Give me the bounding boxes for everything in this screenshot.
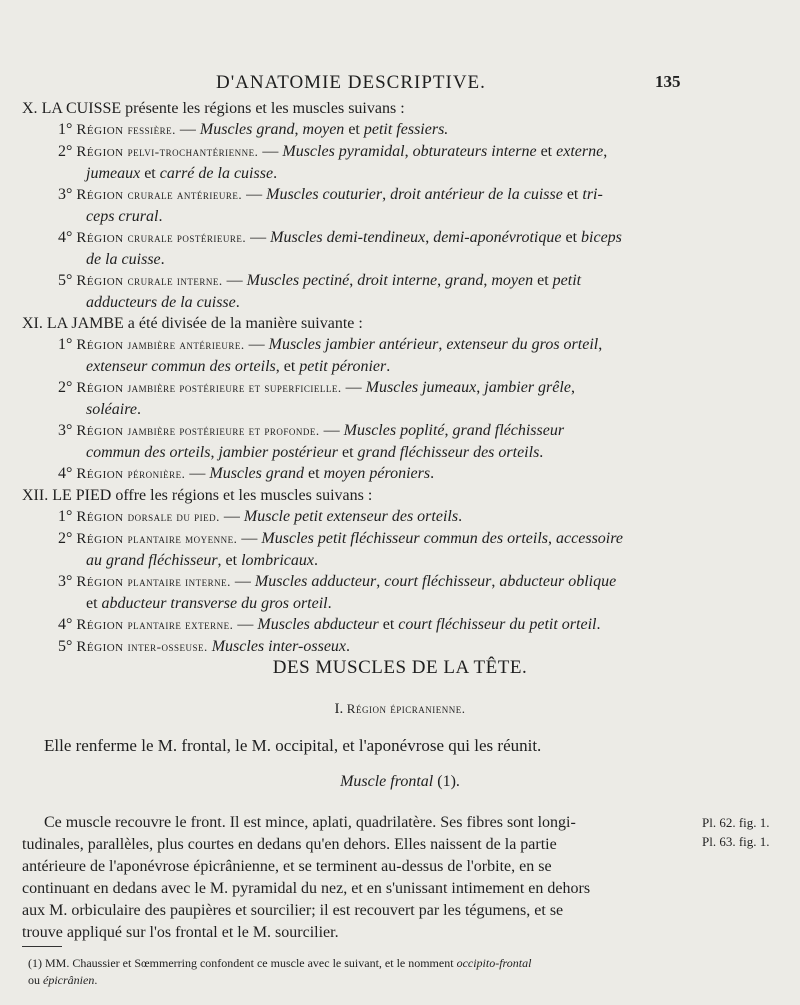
- footnote: [28, 955, 698, 989]
- region-number: 2°: [58, 143, 73, 160]
- region-word: Région: [76, 187, 124, 203]
- region-entry-line: [22, 442, 702, 463]
- muscle-term: extenseur du gros orteil: [446, 336, 599, 353]
- entry-text: .: [136, 401, 141, 418]
- region-heading: [0, 701, 800, 718]
- muscle-term: droit antérieur de la cuisse: [390, 186, 563, 203]
- muscle-term: moyen: [491, 272, 534, 289]
- region-number: 2°: [58, 379, 73, 396]
- footnote-term: occipito-frontal: [456, 956, 532, 970]
- chapter-heading: DES MUSCLES DE LA TÊTE.: [272, 657, 528, 678]
- section-heading: [22, 98, 702, 119]
- muscle-term: Muscles pectiné: [246, 272, 350, 289]
- muscle-term: petit: [552, 272, 582, 289]
- muscle-term: Muscle petit extenseur des orteils: [243, 508, 459, 525]
- entry-text: —: [341, 379, 366, 396]
- region-entry-line: [22, 506, 702, 528]
- section-numeral: XII.: [22, 487, 49, 504]
- entry-text: —: [175, 121, 200, 138]
- entry-text: ,: [476, 379, 485, 396]
- region-name: crurale interne.: [127, 273, 223, 288]
- muscle-term: moyen: [302, 121, 345, 138]
- region-entry-line: [22, 420, 702, 442]
- entry-text: , et: [217, 552, 242, 569]
- muscle-term: grand fléchisseur des orteils: [357, 444, 540, 461]
- region-name: fessière.: [127, 122, 176, 137]
- entry-text: —: [319, 422, 344, 439]
- region-number: 1°: [58, 121, 73, 138]
- region-entry-line: [22, 163, 702, 184]
- entry-text: et: [561, 229, 582, 246]
- entry-text: —: [222, 272, 247, 289]
- section-intro: offre les régions et les muscles suivans :: [111, 487, 373, 504]
- entry-text: , et: [275, 358, 300, 375]
- entry-text: et: [140, 165, 160, 182]
- region-name: jambière postérieure et superficielle.: [127, 380, 342, 395]
- region-word: Région: [76, 380, 124, 396]
- entry-text: —: [244, 336, 269, 353]
- entry-text: .: [327, 595, 332, 612]
- muscle-term: Muscles grand: [209, 465, 305, 482]
- muscle-term: droit interne: [357, 272, 438, 289]
- region-entry-line: [22, 270, 702, 292]
- footnote-text: ou: [28, 973, 43, 987]
- entry-text: .: [273, 165, 278, 182]
- region-word: Région: [76, 531, 124, 547]
- entry-text: et: [304, 465, 324, 482]
- muscle-term: abducteur oblique: [499, 573, 617, 590]
- muscle-term: petit fessiers.: [363, 121, 449, 138]
- region-name: pelvi-trochantérienne.: [127, 144, 259, 159]
- region-number: 4°: [58, 465, 73, 482]
- region-entry-line: [22, 377, 702, 399]
- region-entry-line: [22, 571, 702, 593]
- region-number: 4°: [58, 229, 73, 246]
- muscle-term: Muscles abducteur: [257, 616, 379, 633]
- paragraph-line: aux M. orbiculaire des paupières et sourcilier; il est recouvert par les tégumens, et se: [22, 902, 564, 919]
- entry-text: —: [237, 530, 262, 547]
- entry-text: ,: [376, 573, 385, 590]
- paragraph-line: Ce muscle recouvre le front. Il est mince, aplati, quadrilatère. Ses fibres sont longi-: [44, 814, 576, 831]
- entry-text: et: [533, 272, 553, 289]
- muscle-term: adducteurs de la cuisse: [86, 294, 236, 311]
- region-name: plantaire moyenne.: [127, 531, 238, 546]
- entry-text: —: [246, 229, 271, 246]
- muscle-term: grand fléchisseur: [452, 422, 565, 439]
- muscle-term: Muscles jambier antérieur: [268, 336, 439, 353]
- muscle-term: jumeaux: [86, 165, 141, 182]
- muscle-term: jambier grêle: [484, 379, 571, 396]
- plate-reference: Pl. 63. fig. 1.: [702, 834, 770, 849]
- footnote-line: [28, 955, 698, 972]
- entry-text: ,: [570, 379, 575, 396]
- muscle-term: ceps crural: [86, 208, 159, 225]
- entry-text: ,: [438, 336, 447, 353]
- muscle-term: obturateurs interne: [412, 143, 537, 160]
- muscle-term: moyen péroniers: [323, 465, 431, 482]
- region-word: Région: [76, 337, 124, 353]
- paragraph-line: continuant en dedans avec le M. pyramidal du nez, et en s'unissant intimement en dehors: [22, 880, 591, 897]
- entry-text: .: [386, 358, 391, 375]
- entry-text: ,: [382, 186, 391, 203]
- running-title: D'ANATOMIE DESCRIPTIVE.: [216, 72, 486, 93]
- entry-text: ,: [491, 573, 500, 590]
- region-entry-line: [22, 184, 702, 206]
- entry-text: —: [242, 186, 267, 203]
- region-entry-line: [22, 463, 702, 485]
- paragraph-line: antérieure de l'aponévrose épicrânienne, et se terminent au-dessus de l'orbite, en se: [22, 858, 552, 875]
- region-number: 1°: [58, 508, 73, 525]
- entry-text: ,: [294, 121, 303, 138]
- entry-text: .: [346, 638, 351, 655]
- region-number: 3°: [58, 186, 73, 203]
- section-subject: LE PIED: [52, 487, 112, 504]
- region-word: Région: [76, 466, 124, 482]
- entry-text: et: [562, 186, 583, 203]
- footnote-ref: (1).: [437, 773, 460, 790]
- region-word: Région: [76, 639, 124, 655]
- muscle-term: accessoire: [556, 530, 623, 547]
- muscle-term: Muscles poplité: [343, 422, 445, 439]
- entry-text: ,: [404, 143, 413, 160]
- region-number: 3°: [58, 422, 73, 439]
- region-name: péronière.: [127, 466, 186, 481]
- entry-text: —: [258, 143, 283, 160]
- region-name: jambière antérieure.: [127, 337, 245, 352]
- page-number: 135: [655, 72, 681, 91]
- footnote-text: (1) MM. Chaussier et Sœmmerring confondent ce muscle avec le suivant, et le nomment: [28, 956, 457, 970]
- entry-text: ,: [349, 272, 358, 289]
- footnote-text: .: [94, 973, 98, 987]
- muscle-term: tri-: [582, 186, 603, 203]
- section-intro: présente les régions et les muscles suivans :: [121, 100, 405, 117]
- region-entry-line: [22, 206, 702, 227]
- region-number: 4°: [58, 616, 73, 633]
- region-word: Région: [76, 144, 124, 160]
- section-subject: LA JAMBE: [46, 315, 124, 332]
- entry-text: —: [233, 616, 258, 633]
- muscle-term: demi-aponévrotique: [433, 229, 562, 246]
- entry-text: et: [344, 121, 364, 138]
- region-entry-line: [22, 550, 702, 571]
- region-word: Région: [76, 230, 124, 246]
- muscle-term: petit péronier: [299, 358, 387, 375]
- muscle-term: extenseur commun des orteils: [86, 358, 276, 375]
- muscle-term: court fléchisseur du petit orteil: [398, 616, 597, 633]
- muscle-term: Muscles pyramidal: [282, 143, 405, 160]
- muscle-term: Muscles petit fléchisseur commun des orteils: [261, 530, 549, 547]
- region-name: inter-osseuse.: [127, 639, 208, 654]
- entry-text: et: [536, 143, 557, 160]
- muscle-title: [0, 773, 800, 791]
- muscle-term: Muscles demi-tendineux: [270, 229, 426, 246]
- entry-text: ,: [598, 336, 603, 353]
- section-subject: LA CUISSE: [41, 100, 122, 117]
- region-name: crurale antérieure.: [127, 187, 243, 202]
- region-number: 2°: [58, 530, 73, 547]
- region-intro: Elle renferme le M. frontal, le M. occipital, et l'aponévrose qui les réunit.: [44, 736, 542, 755]
- page-header: [0, 72, 800, 94]
- region-entry-line: [22, 356, 702, 377]
- section-numeral: XI.: [22, 315, 43, 332]
- region-entry-line: [22, 334, 702, 356]
- region-entry-line: [22, 636, 702, 658]
- region-word: Région: [76, 574, 124, 590]
- muscle-term: de la cuisse: [86, 251, 161, 268]
- footnote-line: [28, 972, 698, 989]
- muscle-term: court fléchisseur: [384, 573, 492, 590]
- plate-reference: Pl. 62. fig. 1.: [702, 815, 770, 830]
- entry-text: —: [219, 508, 244, 525]
- entry-text: —: [230, 573, 255, 590]
- section-intro: a été divisée de la manière suivante :: [123, 315, 363, 332]
- region-entry-line: [22, 292, 702, 313]
- region-entry-line: [22, 614, 702, 636]
- region-word: Région: [76, 273, 124, 289]
- region-number: 5°: [58, 638, 73, 655]
- muscle-term: Muscles jumeaux: [365, 379, 477, 396]
- muscle-term: au grand fléchisseur: [86, 552, 218, 569]
- muscle-term: carré de la cuisse: [159, 165, 274, 182]
- paragraph-line: tudinales, parallèles, plus courtes en dedans qu'en dehors. Elles naissent de la partie: [22, 836, 557, 853]
- entry-text: ,: [425, 229, 434, 246]
- muscle-term: abducteur transverse du gros orteil: [101, 595, 328, 612]
- muscle-term: jambier postérieur: [218, 444, 338, 461]
- muscle-term: soléaire: [86, 401, 137, 418]
- muscle-term: biceps: [581, 229, 622, 246]
- paragraph-line: trouve appliqué sur l'os frontal et le M. sourcilier.: [22, 924, 339, 941]
- entry-text: ,: [210, 444, 219, 461]
- muscle-term: Muscles adducteur: [254, 573, 377, 590]
- region-word: Région: [76, 423, 124, 439]
- region-number: 1°: [58, 336, 73, 353]
- region-word: Région: [76, 122, 124, 138]
- region-name: crurale postérieure.: [127, 230, 247, 245]
- region-name: jambière postérieure et profonde.: [127, 423, 320, 438]
- muscle-term: Muscles grand: [199, 121, 295, 138]
- entry-text: et: [337, 444, 358, 461]
- region-entry-line: [22, 399, 702, 420]
- region-entry-line: [22, 119, 702, 141]
- section-numeral: X.: [22, 100, 38, 117]
- region-entry-line: [22, 141, 702, 163]
- footnote-term: épicrânien: [43, 973, 95, 987]
- region-number: 3°: [58, 573, 73, 590]
- muscle-term: externe: [556, 143, 604, 160]
- region-entry-line: [22, 249, 702, 270]
- muscle-description: [22, 812, 692, 944]
- muscle-term: Muscles inter-osseux: [211, 638, 347, 655]
- region-title: Région épicranienne.: [346, 701, 466, 716]
- section-heading: [22, 485, 702, 506]
- entry-text: ,: [603, 143, 608, 160]
- entry-text: .: [313, 552, 318, 569]
- entry-text: ,: [483, 272, 492, 289]
- region-word: Région: [76, 617, 124, 633]
- footnote-rule: [22, 946, 62, 947]
- muscle-term: commun des orteils: [86, 444, 211, 461]
- muscle-term: grand: [445, 272, 484, 289]
- region-entry-line: [22, 227, 702, 249]
- entry-text: .: [430, 465, 435, 482]
- entry-text: .: [458, 508, 463, 525]
- muscle-term: lombricaux: [241, 552, 314, 569]
- entry-text: .: [539, 444, 544, 461]
- entry-text: .: [160, 251, 165, 268]
- entry-text: ,: [444, 422, 453, 439]
- entry-text: .: [158, 208, 163, 225]
- muscle-name: Muscle frontal: [340, 773, 434, 790]
- region-name: plantaire interne.: [127, 574, 231, 589]
- region-number: 5°: [58, 272, 73, 289]
- entry-text: .: [235, 294, 240, 311]
- entry-text: et: [86, 595, 102, 612]
- regions-list: [22, 98, 702, 658]
- muscle-term: Muscles couturier: [266, 186, 383, 203]
- entry-text: ,: [437, 272, 446, 289]
- entry-text: —: [185, 465, 210, 482]
- section-heading: [22, 313, 702, 334]
- region-entry-line: [22, 593, 702, 614]
- region-word: Région: [76, 509, 124, 525]
- entry-text: .: [596, 616, 601, 633]
- region-name: dorsale du pied.: [127, 509, 220, 524]
- entry-text: et: [378, 616, 399, 633]
- region-entry-line: [22, 528, 702, 550]
- entry-text: ,: [548, 530, 557, 547]
- region-numeral: I.: [334, 701, 344, 717]
- region-name: plantaire externe.: [127, 617, 234, 632]
